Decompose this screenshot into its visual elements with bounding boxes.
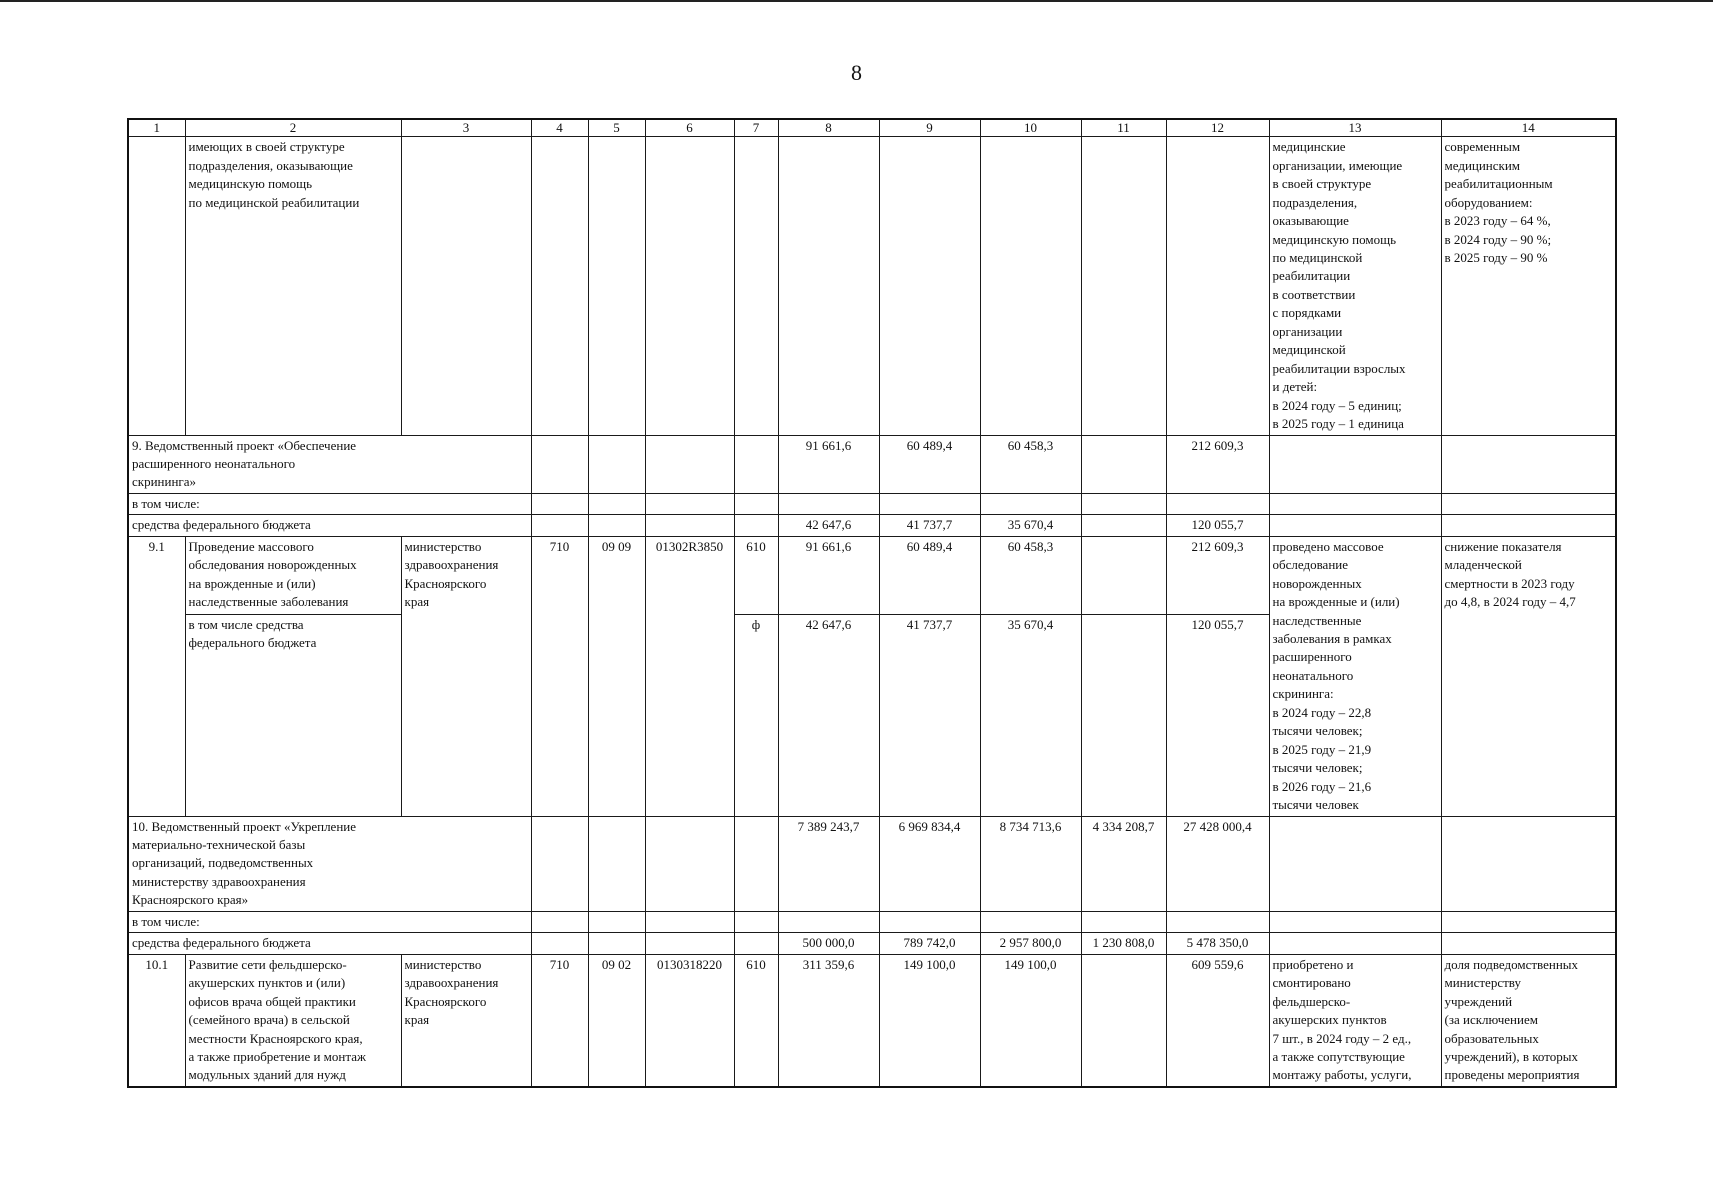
- event-10-1-expense-type: 610: [734, 954, 778, 1087]
- cell-empty: [879, 493, 980, 514]
- project-9-federal-2024: 42 647,6: [778, 515, 879, 536]
- cell-empty: [1441, 515, 1616, 536]
- cell-empty: [1166, 493, 1269, 514]
- cell-empty: [645, 137, 734, 435]
- project-10-title: 10. Ведомственный проект «Укрепление материально-технической базы организаций, подведомственных министерству здравоохранения Красноярского края»: [128, 816, 531, 911]
- col-header-11: 11: [1081, 119, 1166, 137]
- event-9-1-federal-mark: ф: [734, 614, 778, 816]
- project-9-federal-sum: 120 055,7: [1166, 515, 1269, 536]
- project-10-total-2025: 6 969 834,4: [879, 816, 980, 911]
- event-9-1-federal-2026: 35 670,4: [980, 614, 1081, 816]
- cell-empty: [980, 493, 1081, 514]
- col-header-9: 9: [879, 119, 980, 137]
- project-10-federal-2026: 2 957 800,0: [980, 933, 1081, 954]
- event-9-1-federal-2025: 41 737,7: [879, 614, 980, 816]
- event-9-1-federal-label: в том числе средства федерального бюджета: [185, 614, 401, 816]
- event-10-1-target-code: 0130318220: [645, 954, 734, 1087]
- budget-table: [127, 118, 1617, 1088]
- event-9-1-2026: 60 458,3: [980, 536, 1081, 614]
- including-label: в том числе:: [128, 911, 531, 932]
- event-9-1-section-code: 09 09: [588, 536, 645, 816]
- cell-empty: [879, 137, 980, 435]
- including-label: в том числе:: [128, 493, 531, 514]
- project-9-federal-row: [128, 515, 1616, 536]
- col-header-6: 6: [645, 119, 734, 137]
- cell-empty: [879, 911, 980, 932]
- cell-empty: [1081, 911, 1166, 932]
- event-10-1-grbs-code: 710: [531, 954, 588, 1087]
- event-10-1-indicator: доля подведомственных министерству учреждений (за исключением образовательных учреждений), в которых проведены мероприятия: [1441, 954, 1616, 1087]
- event-10-1-2024: 311 359,6: [778, 954, 879, 1087]
- cell-empty: [1441, 933, 1616, 954]
- event-10-1-2025: 149 100,0: [879, 954, 980, 1087]
- cell-empty: [734, 515, 778, 536]
- col-header-13: 13: [1269, 119, 1441, 137]
- cell-empty: [645, 515, 734, 536]
- continued-indicator: современным медицинским реабилитационным оборудованием: в 2023 году – 64 %, в 2024 году – 90 %; в 2025 году – 90 %: [1441, 137, 1616, 435]
- project-10-federal-2025: 789 742,0: [879, 933, 980, 954]
- project-10-total-2027: 4 334 208,7: [1081, 816, 1166, 911]
- cell-empty: [531, 515, 588, 536]
- project-9-including-row: [128, 493, 1616, 514]
- col-header-8: 8: [778, 119, 879, 137]
- event-9-1-number: 9.1: [128, 536, 185, 816]
- cell-empty: [980, 911, 1081, 932]
- event-9-1-indicator: снижение показателя младенческой смертности в 2023 году до 4,8, в 2024 году – 4,7: [1441, 536, 1616, 816]
- cell-empty: [1441, 435, 1616, 493]
- cell-empty: [531, 933, 588, 954]
- federal-budget-label: средства федерального бюджета: [128, 933, 531, 954]
- project-10-federal-sum: 5 478 350,0: [1166, 933, 1269, 954]
- event-9-1-2024: 91 661,6: [778, 536, 879, 614]
- cell-empty: [1269, 435, 1441, 493]
- cell-empty: [734, 435, 778, 493]
- cell-empty: [531, 493, 588, 514]
- project-10-federal-row: [128, 933, 1616, 954]
- project-10-federal-2027: 1 230 808,0: [1081, 933, 1166, 954]
- cell-empty: [645, 816, 734, 911]
- event-10-1-2027: [1081, 954, 1166, 1087]
- cell-empty: [645, 435, 734, 493]
- page-number: 8: [851, 60, 862, 85]
- cell-empty: [1441, 911, 1616, 932]
- cell-empty: [588, 493, 645, 514]
- cell-empty: [1269, 911, 1441, 932]
- cell-empty: [1166, 911, 1269, 932]
- cell-empty: [588, 435, 645, 493]
- event-10-1-2026: 149 100,0: [980, 954, 1081, 1087]
- continued-expected-result: медицинские организации, имеющие в своей структуре подразделения, оказывающие медицинскую помощь по медицинской реабилитации в соответствии с порядками организации медицинской реабилитации взрослых и детей: в 2024 году – 5 единиц; в 2025 году – 1 единица: [1269, 137, 1441, 435]
- cell-empty: [1081, 493, 1166, 514]
- cell-empty: [588, 911, 645, 932]
- project-10-row: [128, 816, 1616, 911]
- column-number-row: [128, 119, 1616, 137]
- project-10-total-sum: 27 428 000,4: [1166, 816, 1269, 911]
- event-9-1-expected-result: проведено массовое обследование новорожденных на врожденные и (или) наследственные заболевания в рамках расширенного неонатального скрининга: в 2024 году – 22,8 тысячи человек; в 2025 году – 21,9 тысячи человек; в 2026 году – 21,6 тысячи человек: [1269, 536, 1441, 816]
- cell-empty: [531, 816, 588, 911]
- cell-empty: [645, 493, 734, 514]
- event-9-1-sum: 212 609,3: [1166, 536, 1269, 614]
- col-header-12: 12: [1166, 119, 1269, 137]
- cell-empty: [1166, 137, 1269, 435]
- col-header-5: 5: [588, 119, 645, 137]
- project-9-federal-2027: [1081, 515, 1166, 536]
- cell-empty: [1441, 816, 1616, 911]
- event-9-1-row: [128, 536, 1616, 614]
- scan-top-border: [0, 0, 1713, 2]
- project-9-total-2024: 91 661,6: [778, 435, 879, 493]
- event-10-1-executor: министерство здравоохранения Красноярского края: [401, 954, 531, 1087]
- cell-empty: [588, 933, 645, 954]
- event-10-1-name: Развитие сети фельдшерско- акушерских пунктов и (или) офисов врача общей практики (семейного врача) в сельской местности Красноярского края, а также приобретение и монтаж модульных зданий для нужд: [185, 954, 401, 1087]
- continuation-row: [128, 137, 1616, 435]
- event-10-1-expected-result: приобретено и смонтировано фельдшерско- акушерских пунктов 7 шт., в 2024 году – 2 ед., а также сопутствующие монтажу работы, услуги,: [1269, 954, 1441, 1087]
- event-9-1-executor: министерство здравоохранения Красноярского края: [401, 536, 531, 816]
- cell-empty: [778, 911, 879, 932]
- event-10-1-row: [128, 954, 1616, 1087]
- cell-empty: [980, 137, 1081, 435]
- project-9-total-2026: 60 458,3: [980, 435, 1081, 493]
- col-header-4: 4: [531, 119, 588, 137]
- cell-empty: [588, 137, 645, 435]
- cell-empty: [531, 137, 588, 435]
- federal-budget-label: средства федерального бюджета: [128, 515, 531, 536]
- cell-empty: [1269, 515, 1441, 536]
- project-9-total-sum: 212 609,3: [1166, 435, 1269, 493]
- event-10-1-number: 10.1: [128, 954, 185, 1087]
- project-9-total-2025: 60 489,4: [879, 435, 980, 493]
- col-header-10: 10: [980, 119, 1081, 137]
- project-9-federal-2026: 35 670,4: [980, 515, 1081, 536]
- cell-empty: [531, 911, 588, 932]
- col-header-7: 7: [734, 119, 778, 137]
- col-header-14: 14: [1441, 119, 1616, 137]
- project-9-federal-2025: 41 737,7: [879, 515, 980, 536]
- cell-empty: [588, 515, 645, 536]
- event-9-1-target-code: 01302R3850: [645, 536, 734, 816]
- event-9-1-name: Проведение массового обследования новорожденных на врожденные и (или) наследственные заболевания: [185, 536, 401, 614]
- event-9-1-grbs-code: 710: [531, 536, 588, 816]
- col-header-2: 2: [185, 119, 401, 137]
- project-10-total-2026: 8 734 713,6: [980, 816, 1081, 911]
- cell-empty: [1081, 137, 1166, 435]
- project-9-total-2027: [1081, 435, 1166, 493]
- event-10-1-sum: 609 559,6: [1166, 954, 1269, 1087]
- project-10-including-row: [128, 911, 1616, 932]
- cell-empty: [1441, 493, 1616, 514]
- cell-empty: [1269, 816, 1441, 911]
- cell-empty: [1269, 493, 1441, 514]
- cell-empty: [734, 816, 778, 911]
- event-9-1-expense-type: 610: [734, 536, 778, 614]
- cell-empty: [778, 137, 879, 435]
- cell-empty: [734, 933, 778, 954]
- cell-empty: [128, 137, 185, 435]
- cell-empty: [734, 137, 778, 435]
- project-9-row: [128, 435, 1616, 493]
- cell-empty: [401, 137, 531, 435]
- event-9-1-federal-2024: 42 647,6: [778, 614, 879, 816]
- cell-empty: [778, 493, 879, 514]
- event-9-1-2027: [1081, 536, 1166, 614]
- cell-empty: [645, 911, 734, 932]
- project-9-title: 9. Ведомственный проект «Обеспечение расширенного неонатального скрининга»: [128, 435, 531, 493]
- event-9-1-2025: 60 489,4: [879, 536, 980, 614]
- cell-empty: [734, 493, 778, 514]
- cell-empty: [645, 933, 734, 954]
- col-header-3: 3: [401, 119, 531, 137]
- cell-empty: [588, 816, 645, 911]
- cell-empty: [531, 435, 588, 493]
- cell-empty: [734, 911, 778, 932]
- cell-empty: [1269, 933, 1441, 954]
- event-9-1-federal-sum: 120 055,7: [1166, 614, 1269, 816]
- col-header-1: 1: [128, 119, 185, 137]
- project-10-total-2024: 7 389 243,7: [778, 816, 879, 911]
- continued-event-name: имеющих в своей структуре подразделения, оказывающие медицинскую помощь по медицинской реабилитации: [185, 137, 401, 435]
- event-9-1-federal-2027: [1081, 614, 1166, 816]
- event-10-1-section-code: 09 02: [588, 954, 645, 1087]
- project-10-federal-2024: 500 000,0: [778, 933, 879, 954]
